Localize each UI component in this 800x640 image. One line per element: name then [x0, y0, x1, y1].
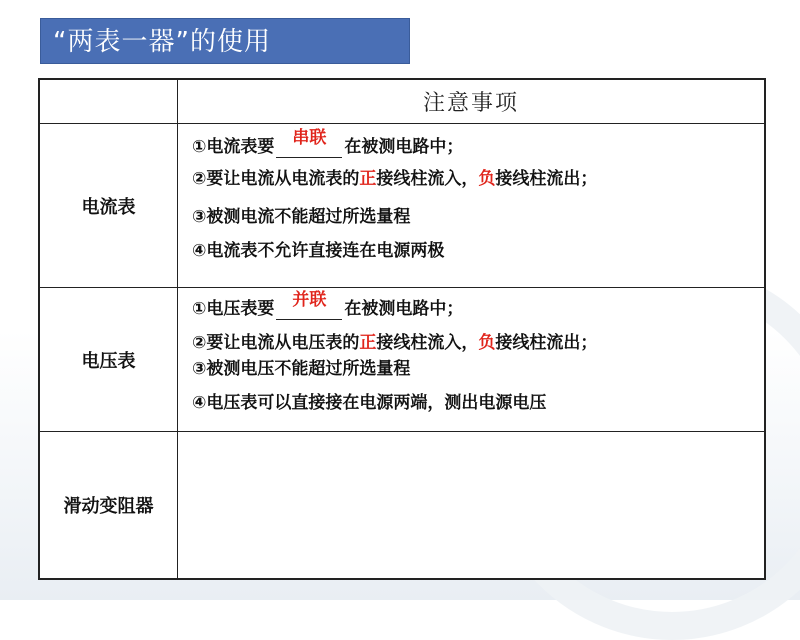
ammeter-rule-3: ③被测电流不能超过所选量程 [192, 207, 411, 227]
notes-cell-voltmeter [178, 288, 764, 432]
voltmeter-rule-1: ①电压表要 并联 在被测电路中； [192, 290, 464, 319]
ammeter-rule-4: ④电流表不允许直接连在电源两极 [192, 241, 445, 261]
answer-blank: 并联 [276, 294, 342, 320]
voltmeter-rule-2: ②要让电流从电压表的正接线柱流入，负接线柱流出； [192, 333, 598, 353]
notes-cell-ammeter [178, 124, 764, 288]
row-label-ammeter: 电流表 [40, 124, 178, 288]
slide-title: “两表一器”的使用 [40, 18, 410, 64]
row-label-rheostat: 滑动变阻器 [40, 432, 178, 578]
voltmeter-rule-4: ④电压表可以直接接在电源两端，测出电源电压 [192, 393, 547, 413]
instruments-table [38, 78, 766, 580]
notes-cell-rheostat [178, 432, 764, 578]
answer-blank: 串联 [276, 132, 342, 158]
ammeter-rule-2: ②要让电流从电流表的正接线柱流入，负接线柱流出； [192, 169, 598, 189]
ammeter-rule-1: ①电流表要 串联 在被测电路中； [192, 128, 464, 157]
row-label-voltmeter: 电压表 [40, 288, 178, 432]
header-notes-cell: 注意事项 [178, 80, 764, 124]
header-blank-cell [40, 80, 178, 124]
voltmeter-rule-3: ③被测电压不能超过所选量程 [192, 359, 411, 379]
